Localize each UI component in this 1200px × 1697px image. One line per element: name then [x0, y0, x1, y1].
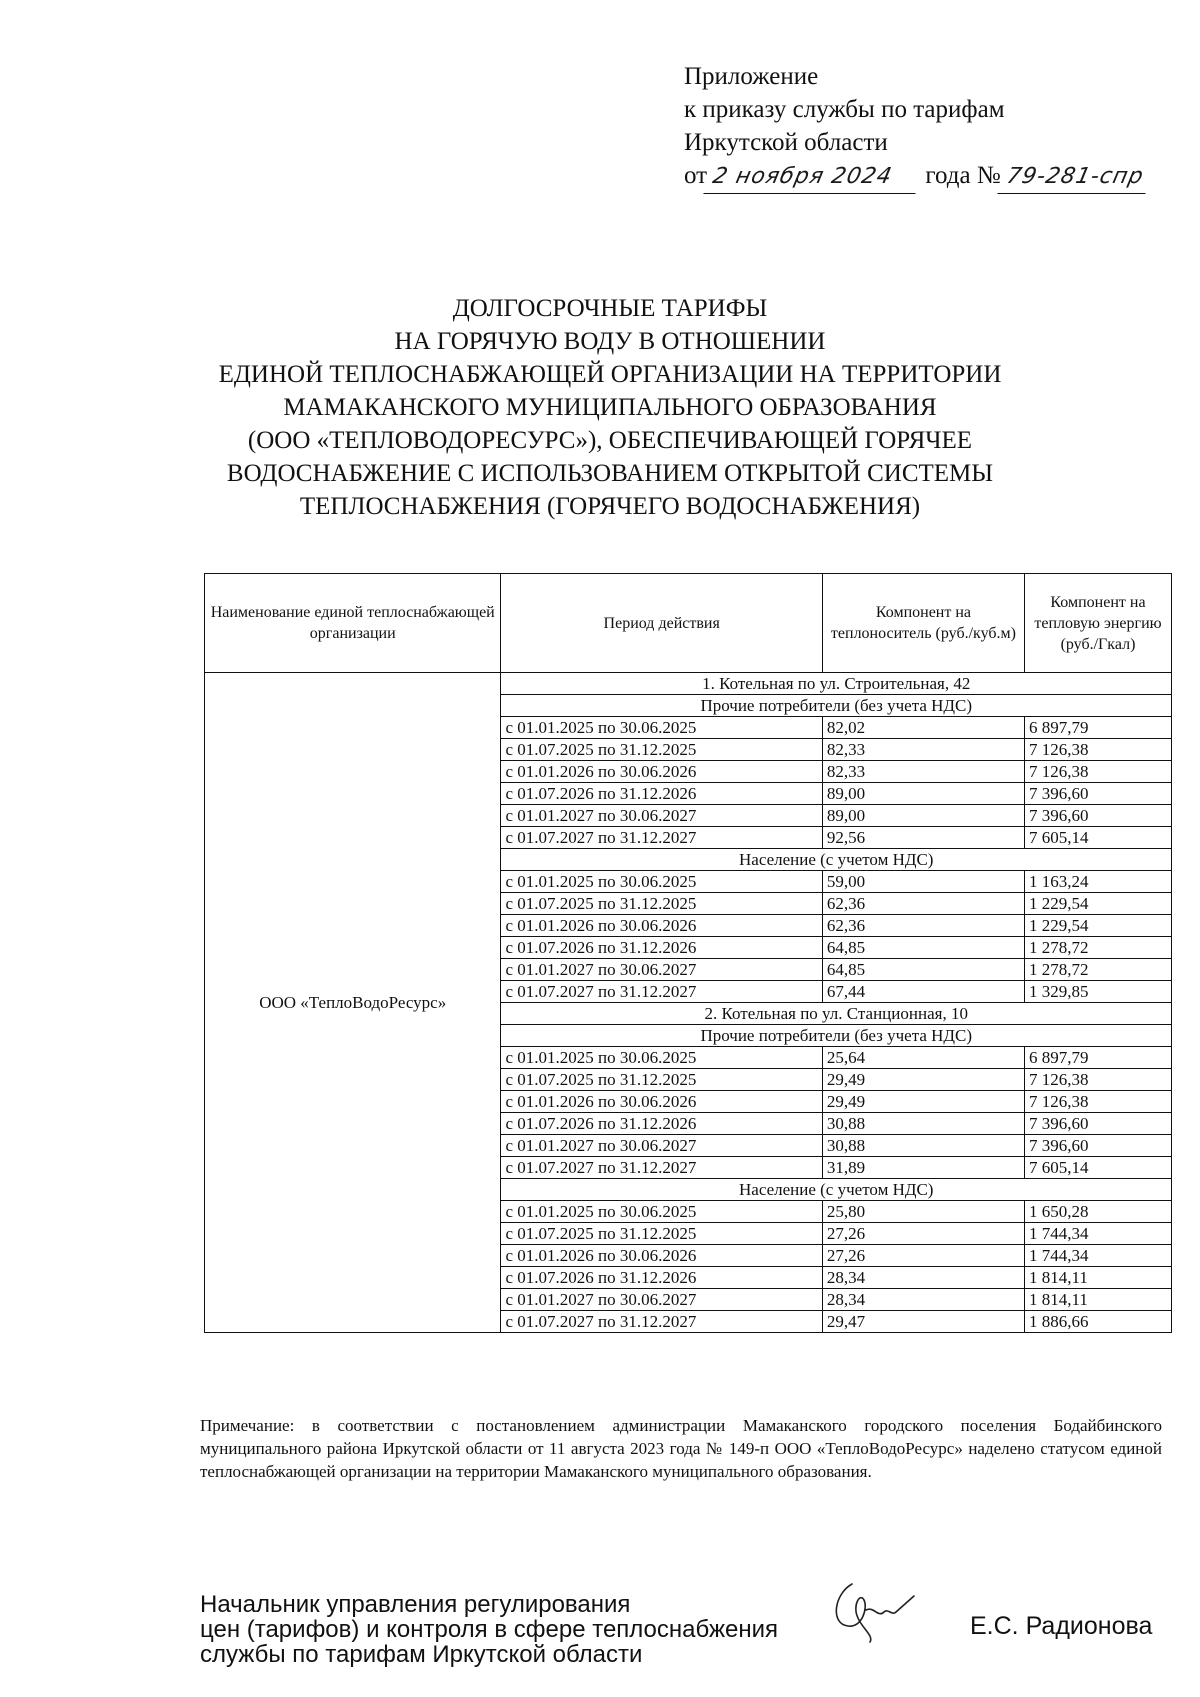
- appendix-line-1: Приложение: [684, 63, 819, 90]
- boiler-house-title: 2. Котельная по ул. Станционная, 10: [501, 1003, 1172, 1025]
- header-organization: Наименование единой теплоснабжающей организации: [205, 574, 501, 673]
- period-cell: с 01.07.2026 по 31.12.2026: [501, 783, 822, 805]
- period-cell: с 01.01.2026 по 30.06.2026: [501, 1091, 822, 1113]
- energy-cell: 7 396,60: [1024, 805, 1171, 827]
- carrier-cell: 27,26: [822, 1245, 1024, 1267]
- period-cell: с 01.07.2026 по 31.12.2026: [501, 1113, 822, 1135]
- title-line: МАМАКАНСКОГО МУНИЦИПАЛЬНОГО ОБРАЗОВАНИЯ: [283, 394, 937, 421]
- appendix-line-3: Иркутской области: [684, 129, 888, 156]
- carrier-cell: 92,56: [822, 827, 1024, 849]
- energy-cell: 1 814,11: [1024, 1267, 1171, 1289]
- carrier-cell: 29,49: [822, 1069, 1024, 1091]
- energy-cell: 7 126,38: [1024, 1069, 1171, 1091]
- carrier-cell: 29,49: [822, 1091, 1024, 1113]
- footnote: Примечание: в соответствии с постановлением администрации Мамаканского городского поселения Бодайбинского муниципального района Иркутской области от 11 августа 2023 года № 149-п ООО «ТеплоВодоРесурс» наделено статусом единой теплоснабжающей организации на территории Мамаканского муниципального образования.: [200, 1416, 1162, 1481]
- period-cell: с 01.07.2027 по 31.12.2027: [501, 827, 822, 849]
- carrier-cell: 62,36: [822, 915, 1024, 937]
- energy-cell: 7 605,14: [1024, 827, 1171, 849]
- period-cell: с 01.01.2027 по 30.06.2027: [501, 959, 822, 981]
- tariff-table: [204, 573, 1172, 1333]
- appendix-line-2: к приказу службы по тарифам: [684, 96, 1005, 123]
- carrier-cell: 82,33: [822, 761, 1024, 783]
- period-cell: с 01.07.2026 по 31.12.2026: [501, 937, 822, 959]
- energy-cell: 6 897,79: [1024, 717, 1171, 739]
- position-line: цен (тарифов) и контроля в сфере теплоснабжения: [200, 1616, 779, 1643]
- from-prefix: от: [684, 162, 708, 189]
- energy-cell: 7 396,60: [1024, 1135, 1171, 1157]
- energy-cell: 1 744,34: [1024, 1223, 1171, 1245]
- carrier-cell: 82,02: [822, 717, 1024, 739]
- period-cell: с 01.01.2026 по 30.06.2026: [501, 1245, 822, 1267]
- signatory-position: [200, 1592, 778, 1667]
- energy-cell: 7 396,60: [1024, 1113, 1171, 1135]
- organization-cell: ООО «ТеплоВодоРесурс»: [205, 673, 501, 1333]
- carrier-cell: 28,34: [822, 1267, 1024, 1289]
- section-row: [205, 673, 1172, 695]
- carrier-cell: 62,36: [822, 893, 1024, 915]
- title-line: ЕДИНОЙ ТЕПЛОСНАБЖАЮЩЕЙ ОРГАНИЗАЦИИ НА ТЕРРИТОРИИ: [218, 361, 1002, 388]
- position-line: службы по тарифам Иркутской области: [200, 1641, 643, 1668]
- energy-cell: 1 650,28: [1024, 1201, 1171, 1223]
- handwritten-date: 2 ноября 2024: [703, 160, 922, 194]
- energy-cell: 1 744,34: [1024, 1245, 1171, 1267]
- energy-cell: 7 126,38: [1024, 1091, 1171, 1113]
- carrier-cell: 82,33: [822, 739, 1024, 761]
- handwritten-signature-icon: [822, 1566, 922, 1646]
- consumer-group-title: Прочие потребители (без учета НДС): [501, 695, 1172, 717]
- document-title: [160, 292, 1060, 523]
- period-cell: с 01.01.2026 по 30.06.2026: [501, 915, 822, 937]
- boiler-house-title: 1. Котельная по ул. Строительная, 42: [501, 673, 1172, 695]
- carrier-cell: 89,00: [822, 783, 1024, 805]
- energy-cell: 7 605,14: [1024, 1157, 1171, 1179]
- carrier-cell: 59,00: [822, 871, 1024, 893]
- header-period: Период действия: [501, 574, 822, 673]
- position-line: Начальник управления регулирования: [200, 1591, 631, 1618]
- energy-cell: 1 229,54: [1024, 915, 1171, 937]
- period-cell: с 01.07.2027 по 31.12.2027: [501, 1157, 822, 1179]
- carrier-cell: 28,34: [822, 1289, 1024, 1311]
- period-cell: с 01.01.2025 по 30.06.2025: [501, 717, 822, 739]
- energy-cell: 1 278,72: [1024, 937, 1171, 959]
- carrier-cell: 29,47: [822, 1311, 1024, 1333]
- carrier-cell: 64,85: [822, 937, 1024, 959]
- carrier-cell: 25,64: [822, 1047, 1024, 1069]
- carrier-cell: 64,85: [822, 959, 1024, 981]
- period-cell: с 01.07.2025 по 31.12.2025: [501, 739, 822, 761]
- consumer-group-title: Население (с учетом НДС): [501, 1179, 1172, 1201]
- tariff-table-body: [205, 673, 1172, 1333]
- handwritten-order-number: 79-281-спр: [997, 160, 1153, 194]
- period-cell: с 01.07.2027 по 31.12.2027: [501, 1311, 822, 1333]
- title-line: НА ГОРЯЧУЮ ВОДУ В ОТНОШЕНИИ: [394, 328, 826, 355]
- carrier-cell: 27,26: [822, 1223, 1024, 1245]
- period-cell: с 01.07.2025 по 31.12.2025: [501, 1223, 822, 1245]
- title-line: ТЕПЛОСНАБЖЕНИЯ (ГОРЯЧЕГО ВОДОСНАБЖЕНИЯ): [299, 493, 921, 520]
- energy-cell: 1 163,24: [1024, 871, 1171, 893]
- carrier-cell: 25,80: [822, 1201, 1024, 1223]
- period-cell: с 01.01.2025 по 30.06.2025: [501, 871, 822, 893]
- header-carrier-component: Компонент на теплоноситель (руб./куб.м): [822, 574, 1024, 673]
- carrier-cell: 30,88: [822, 1113, 1024, 1135]
- period-cell: с 01.07.2025 по 31.12.2025: [501, 893, 822, 915]
- title-line: ВОДОСНАБЖЕНИЕ С ИСПОЛЬЗОВАНИЕМ ОТКРЫТОЙ СИСТЕМЫ: [226, 460, 994, 487]
- energy-cell: 7 126,38: [1024, 761, 1171, 783]
- period-cell: с 01.07.2026 по 31.12.2026: [501, 1267, 822, 1289]
- title-line: ДОЛГОСРОЧНЫЕ ТАРИФЫ: [452, 295, 768, 322]
- header-energy-component: Компонент на тепловую энергию (руб./Гкал): [1024, 574, 1171, 673]
- period-cell: с 01.01.2026 по 30.06.2026: [501, 761, 822, 783]
- period-cell: с 01.01.2027 по 30.06.2027: [501, 1289, 822, 1311]
- period-cell: с 01.01.2025 по 30.06.2025: [501, 1047, 822, 1069]
- appendix-header: [684, 60, 1149, 194]
- table-header-row: [205, 574, 1172, 673]
- carrier-cell: 67,44: [822, 981, 1024, 1003]
- consumer-group-title: Население (с учетом НДС): [501, 849, 1172, 871]
- period-cell: с 01.01.2027 по 30.06.2027: [501, 1135, 822, 1157]
- energy-cell: 1 886,66: [1024, 1311, 1171, 1333]
- period-cell: с 01.07.2027 по 31.12.2027: [501, 981, 822, 1003]
- energy-cell: 1 229,54: [1024, 893, 1171, 915]
- energy-cell: 1 814,11: [1024, 1289, 1171, 1311]
- period-cell: с 01.01.2025 по 30.06.2025: [501, 1201, 822, 1223]
- carrier-cell: 31,89: [822, 1157, 1024, 1179]
- energy-cell: 7 396,60: [1024, 783, 1171, 805]
- consumer-group-title: Прочие потребители (без учета НДС): [501, 1025, 1172, 1047]
- year-word: года №: [925, 162, 1001, 189]
- carrier-cell: 30,88: [822, 1135, 1024, 1157]
- carrier-cell: 89,00: [822, 805, 1024, 827]
- period-cell: с 01.07.2025 по 31.12.2025: [501, 1069, 822, 1091]
- energy-cell: 7 126,38: [1024, 739, 1171, 761]
- period-cell: с 01.01.2027 по 30.06.2027: [501, 805, 822, 827]
- signatory-name: Е.С. Радионова: [970, 1612, 1153, 1640]
- energy-cell: 6 897,79: [1024, 1047, 1171, 1069]
- appendix-date-line: [684, 159, 1149, 194]
- energy-cell: 1 278,72: [1024, 959, 1171, 981]
- energy-cell: 1 329,85: [1024, 981, 1171, 1003]
- title-line: (ООО «ТЕПЛОВОДОРЕСУРС»), ОБЕСПЕЧИВАЮЩЕЙ ГОРЯЧЕЕ: [247, 427, 973, 454]
